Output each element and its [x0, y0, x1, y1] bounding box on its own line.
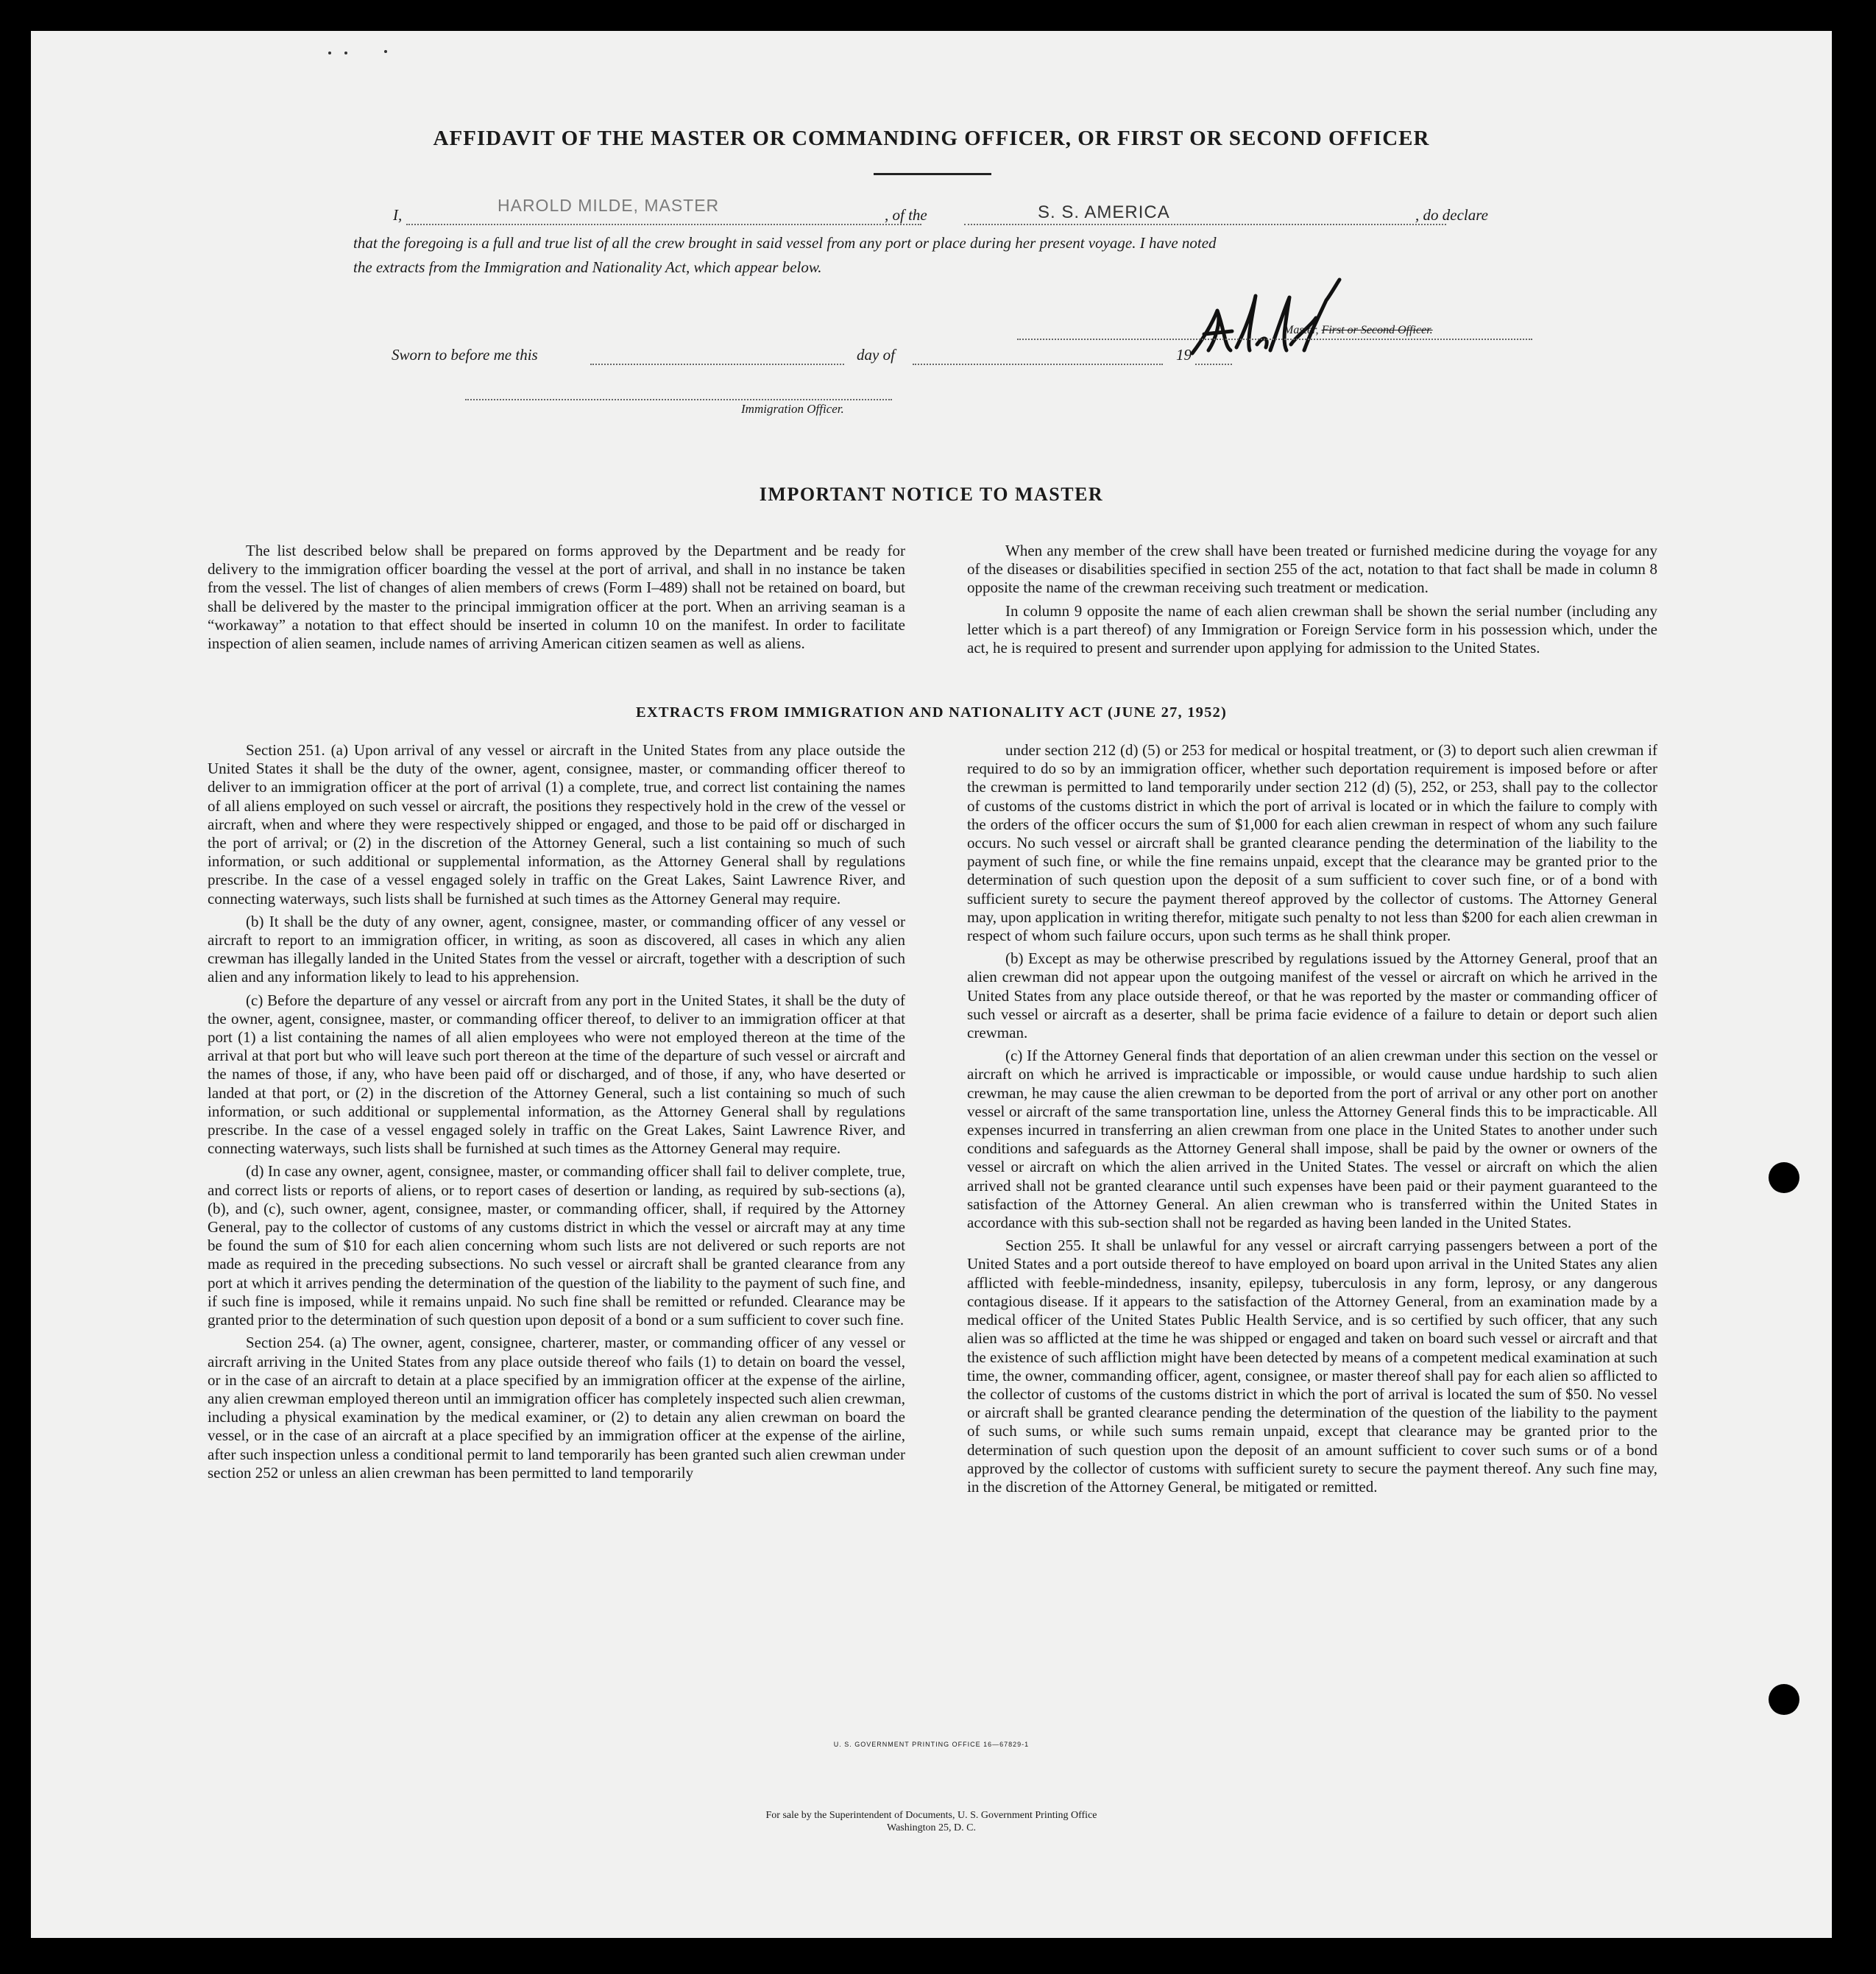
- paragraph: Section 254. (a) The owner, agent, consignee, charterer, master, or commanding officer of any vessel or aircraft arriving in the United States from any place outside thereof who fails (1) to detain on board the vessel, or in the case of an aircraft to detain at a place specified by an immigration officer at the expense of the airline, any alien crewman employed thereon until an immigration officer has completely inspected such alien crewman, including a physical examination by the medical examiner, or (2) to detain any alien crewman on board the vessel, or in the case of an aircraft at a place specified by an immigration officer at the expense of the airline, after such inspection unless a conditional permit to land temporarily has been granted such alien crewman under section 252 or unless an alien crewman has been permitted to land temporarily: [208, 1334, 905, 1482]
- document-page: [31, 31, 1832, 1938]
- statement-line-2: the extracts from the Immigration and Nationality Act, which appear below.: [353, 258, 822, 276]
- signature-caption: [1284, 324, 1433, 337]
- paragraph: When any member of the crew shall have been treated or furnished medicine during the voyage for any of the diseases or disabilities specified in section 255 of the act, notation to that fact shall be made in column 8 opposite the name of the crewman receiving such treatment or medication.: [967, 542, 1657, 597]
- sworn-day-line: [590, 364, 844, 365]
- speck: [344, 52, 347, 54]
- name-field-line: [406, 224, 921, 225]
- master-label: Master,: [1284, 324, 1319, 336]
- punch-hole: [1769, 1162, 1799, 1193]
- paragraph: In column 9 opposite the name of each alien crewman shall be shown the serial number (including any letter which is a part thereof) of any Immigration or Foreign Service form in his possession which, under the act, he is required to present and surrender upon applying for admission to the United States.: [967, 601, 1657, 657]
- officer-signature-line: [465, 399, 892, 400]
- paragraph: (b) It shall be the duty of any owner, agent, consignee, master, or commanding officer of any vessel or aircraft to report to an immigration officer, in writing, as soon as discovered, all cases in which any alien crewman has illegally landed in the United States from the vessel or aircraft, together with a description of such alien and any information likely to lead to his apprehension.: [208, 912, 905, 986]
- sale-line-2: Washington 25, D. C.: [887, 1822, 976, 1833]
- signature-line: [1017, 339, 1532, 340]
- paragraph: Section 255. It shall be unlawful for any vessel or aircraft carrying passengers between a port of the United States and a port outside thereof to have employed on board upon arrival in the United States any alien afflicted with feeble-mindedness, insanity, epilepsy, tuberculosis in any form, leprosy, or any dangerous contagious disease. If it appears to the satisfaction of the Attorney General, from an examination made by a medical officer of the United States Public Health Service, and is so certified by such officer, that any such alien was so afflicted at the time he was shipped or engaged and taken on board such vessel or aircraft and that the existence of such affliction might have been detected by means of a competent medical examination at such time, the owner, commanding officer, agent, consignee, or master thereof shall pay for each alien so afflicted to the collector of customs of the customs district in which the port of arrival is located the sum of $50. No vessel or aircraft shall be granted clearance pending the determination of the question of the liability to the payment of such sums, or while such sums remain unpaid, except that clearance may be granted prior to the determination of such question upon the deposit of an amount sufficient to cover such sums or of a bond approved by the collector of customs with sufficient surety to secure the payment thereof. Any such fine may, in the discretion of the Attorney General, be mitigated or remitted.: [967, 1237, 1657, 1496]
- extracts-left-column: [208, 741, 905, 1482]
- statement-line-1: that the foregoing is a full and true list of all the crew brought in said vessel from any port or place during her present voyage. I have noted: [353, 234, 1217, 252]
- year-label: 19: [1176, 346, 1192, 364]
- paragraph: under section 212 (d) (5) or 253 for medical or hospital treatment, or (3) to deport such alien crewman if required to do so by an immigration officer, whether such deportation requirement is imposed before or after the crewman is permitted to land temporarily under section 212 (d) (5), 252, or 253, shall pay to the collector of customs of the customs district in which the port of arrival is located or in which the failure to comply with the orders of the officer occurs the sum of $1,000 for each alien crewman in respect of whom any such failure occurs. No such vessel or aircraft shall be granted clearance pending the determination of the liability to the payment of such fine, or while the fine remains unpaid, except that the clearance may be granted prior to the determination of such question upon the deposit of a sum sufficient to cover such fine, or of a bond with sufficient surety to secure the payment thereof approved by the collector of customs. The Attorney General may, upon application in writing therefor, mitigate such penalty to not less than $200 for each alien crewman in respect of whom such failure occurs, upon such terms as he shall think proper.: [967, 741, 1657, 945]
- paragraph: (d) In case any owner, agent, consignee, master, or commanding officer shall fail to deliver complete, true, and correct lists or reports of aliens, or to report cases of desertion or landing, as required by sub-sections (a), (b), and (c), such owner, agent, consignee, master, or commanding officer, shall, if required by the Attorney General, pay to the collector of customs of any customs district in which the vessel or aircraft may at any time be found the sum of $10 for each alien concerning whom such lists are not delivered or such reports are not made as required in the preceding subsections. No such vessel or aircraft shall be granted clearance from any port at which it arrives pending the determination of the question of the liability to the payment of such fine, and if such fine is imposed, while it remains unpaid. No such fine shall be remitted or refunded. Clearance may be granted prior to the determination of such question upon deposit of a bond or a sum sufficient to cover such fine.: [208, 1162, 905, 1329]
- of-the-label: , of the: [885, 206, 927, 224]
- do-declare-label: , do declare: [1415, 206, 1488, 224]
- paragraph: (c) Before the departure of any vessel or aircraft from any port in the United States, it shall be the duty of the owner, agent, consignee, master, or commanding officer thereof, to deliver to an immigration officer at that port (1) a list containing the names of all alien employees who were not employed thereon at the time of the arrival at that port but who will leave such port thereon at the time of the departure of such vessel or aircraft and the names of those, if any, who have been paid off or discharged, and of those, if any, who have deserted or landed at that port, or (2) in the discretion of the Attorney General, such a list containing so much of such information, or such additional or supplemental information, as the Attorney General shall by regulations prescribe. In the case of a vessel engaged solely in traffic on the Great Lakes, Saint Lawrence River, and connecting waterways, such lists shall be furnished at such times as the Attorney General may require.: [208, 991, 905, 1158]
- speck: [328, 52, 331, 54]
- paragraph: The list described below shall be prepared on forms approved by the Department and be ready for delivery to the immigration officer boarding the vessel at the port of arrival, and shall in no instance be taken from the vessel. The list of changes of alien members of crews (Form I–489) shall not be retained on board, but shall be delivered by the master to the principal immigration officer at the port. When an arriving seaman is a “workaway” a notation to that effect should be inserted in column 10 on the manifest. In order to facilitate inspection of alien seamen, include names of arriving American citizen seamen as well as aliens.: [208, 542, 905, 653]
- notice-left-column: [208, 542, 905, 653]
- sworn-year-line: [1195, 364, 1232, 365]
- affidavit-title: AFFIDAVIT OF THE MASTER OR COMMANDING OFFICER, OR FIRST OR SECOND OFFICER: [433, 127, 1430, 150]
- day-of-label: day of: [857, 346, 895, 364]
- notice-title: IMPORTANT NOTICE TO MASTER: [759, 484, 1104, 505]
- paragraph: (c) If the Attorney General finds that deportation of an alien crewman under this section on the vessel or aircraft on which he arrived is impracticable or impossible, or would cause undue hardship to such alien crewman, he may cause the alien crewman to be deported from the port of arrival or any other port on another vessel or aircraft of the same transportation line, unless the Attorney General finds this to be impracticable. All expenses incurred in transferring an alien crewman from one place in the United States to another under such conditions and safeguards as the Attorney General shall impose, shall be paid by the owner or owners of the vessel or aircraft on which the alien arrived in the United States. The vessel or aircraft on which the alien arrived shall not be granted clearance until such expenses have been paid or their payment guaranteed to the satisfaction of the Attorney General. An alien crewman who is transferred within the United States in accordance with this sub-section shall not be regarded as having been landed in the United States.: [967, 1047, 1657, 1232]
- printer-line: U. S. GOVERNMENT PRINTING OFFICE 16—67829-1: [833, 1741, 1030, 1748]
- paragraph: (b) Except as may be otherwise prescribed by regulations issued by the Attorney General, proof that an alien crewman did not appear upon the outgoing manifest of the vessel or aircraft on which he arrived in the United States from any place outside thereof, or that he was reported by the master or commanding officer of such vessel or aircraft as a deserter, shall be prima facie evidence of a failure to detain or deport such alien crewman.: [967, 949, 1657, 1042]
- sworn-label: Sworn to before me this: [392, 346, 538, 364]
- speck: [384, 50, 387, 53]
- sale-notice: [31, 1809, 1832, 1834]
- punch-hole: [1769, 1684, 1799, 1715]
- extracts-title: EXTRACTS FROM IMMIGRATION AND NATIONALITY ACT (JUNE 27, 1952): [635, 704, 1228, 721]
- extracts-right-column: [967, 741, 1657, 1496]
- notice-right-column: [967, 542, 1657, 657]
- declarant-name-field[interactable]: HAROLD MILDE, MASTER: [498, 196, 720, 215]
- struck-officer-label: First or Second Officer.: [1321, 324, 1433, 336]
- title-divider: [874, 173, 991, 175]
- paragraph: Section 251. (a) Upon arrival of any vessel or aircraft in the United States from any place outside the United States it shall be the duty of the owner, agent, consignee, master, or commanding officer thereof to deliver to an immigration officer at the port of arrival (1) a complete, true, and correct list containing the names of all aliens employed on such vessel or aircraft, the positions they respectively hold in the crew of the vessel or aircraft, when and where they were respectively shipped or engaged, and those to be paid off or discharged in the port of arrival; or (2) in the discretion of the Attorney General, such a list containing so much of such information, or such additional or supplemental information, as the Attorney General shall by regulations prescribe. In the case of a vessel engaged solely in traffic on the Great Lakes, Saint Lawrence River, and connecting waterways, such lists shall be furnished at such times as the Attorney General may require.: [208, 741, 905, 908]
- sale-line-1: For sale by the Superintendent of Documents, U. S. Government Printing Office: [765, 1810, 1097, 1821]
- sworn-month-line: [913, 364, 1163, 365]
- officer-label: Immigration Officer.: [741, 402, 844, 416]
- master-signature: [1179, 274, 1348, 369]
- i-label: I,: [393, 206, 403, 224]
- vessel-field-line: [964, 224, 1446, 225]
- vessel-name-field[interactable]: S. S. AMERICA: [1038, 202, 1170, 222]
